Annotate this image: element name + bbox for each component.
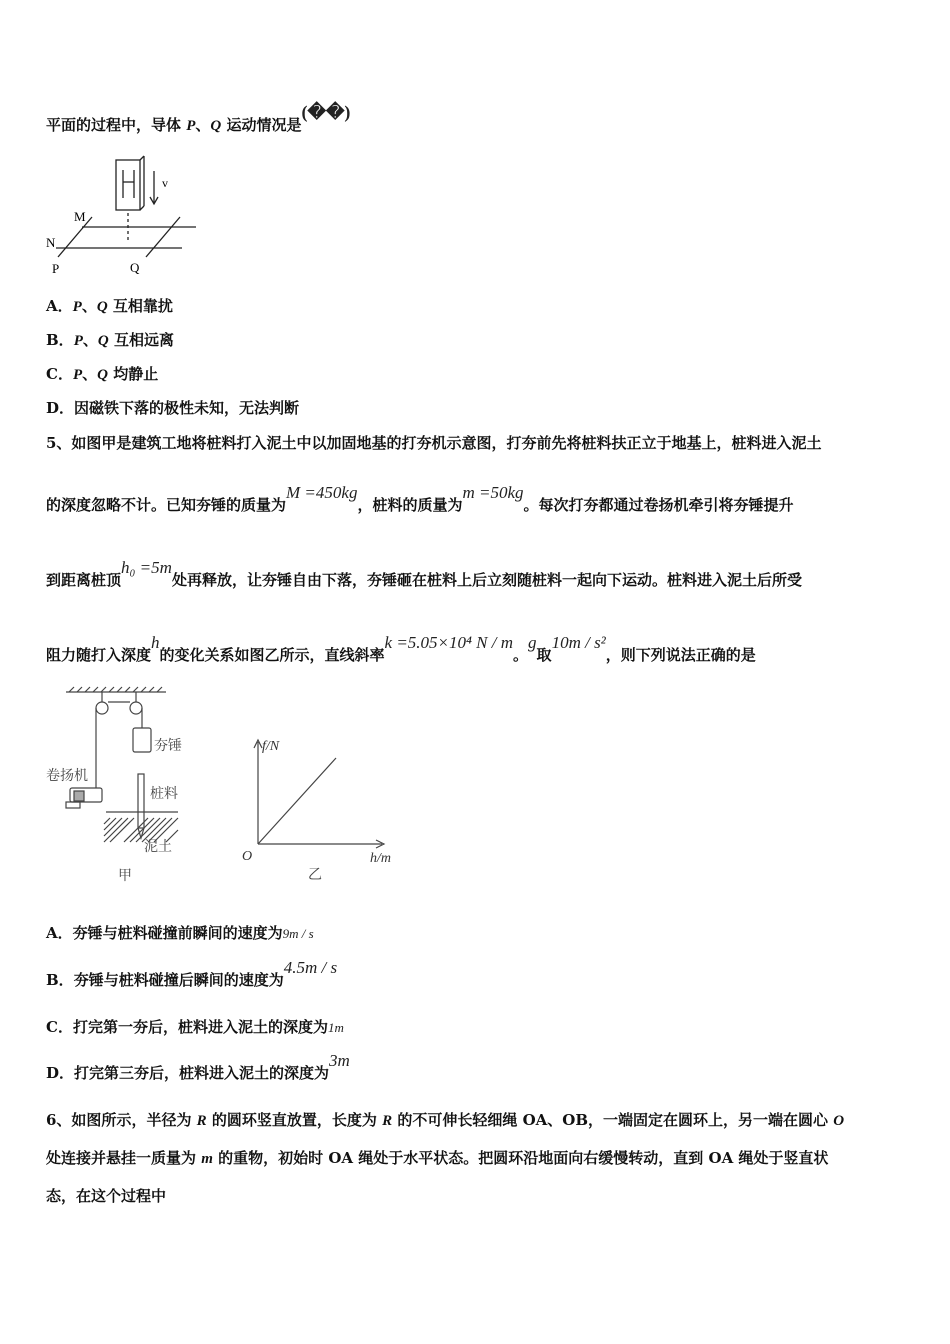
q5-figure-jia	[44, 688, 184, 888]
q6-line-1: 6、如图所示，半径为 R 的圆环竖直放置，长度为 R 的不可伸长轻细绳 OA、OB，一端固定在圆环上，另一端在圆心 O	[46, 1111, 845, 1129]
q4-figure	[44, 155, 204, 280]
label-hammer: 夯锤	[154, 739, 182, 754]
q4-option-b: B．P、Q 互相远离	[46, 331, 174, 349]
math-h: h	[151, 633, 160, 652]
q5-option-b: B．夯锤与桩料碰撞后瞬间的速度为4.5m / s	[46, 958, 338, 989]
label-p: P	[52, 261, 60, 276]
pulley-left	[96, 702, 108, 714]
q5-line-2: 的深度忽略不计。已知夯锤的质量为M =450kg，桩料的质量为m =50kg。每次打夯都通过卷扬机牵引将夯锤提升	[46, 483, 794, 514]
conductor-q	[146, 217, 180, 257]
pulley-right	[130, 702, 142, 714]
q5-line-3: 到距离桩顶h₀ =5m处再释放，让夯锤自由下落，夯锤砸在桩料上后立刻随桩料一起向下运动。桩料进入泥土后所受	[46, 558, 802, 589]
q4-answer-paren: (��)	[301, 102, 351, 122]
math-k: k =5.05×10⁴ N / m	[384, 633, 514, 652]
label-n: N	[46, 235, 56, 250]
magnet	[116, 160, 140, 210]
xlabel: h/m	[370, 851, 391, 866]
q6-line-2: 处连接并悬挂一质量为 m 的重物，初始时 OA 绳处于水平状态。把圆环沿地面向右缓慢转动，直到 OA 绳处于竖直状	[46, 1149, 829, 1167]
q4-var-p: P	[186, 118, 196, 134]
hammer	[133, 728, 151, 752]
pile	[138, 774, 144, 828]
q4-stem: 平面的过程中，导体 P、Q 运动情况是(��)	[46, 102, 351, 134]
q5-line-4: 阻力随打入深度h的变化关系如图乙所示，直线斜率k =5.05×10⁴ N / m。g取10m / s²，则下列说法正确的是	[46, 633, 756, 664]
label-v: v	[162, 176, 168, 190]
q5-line-1: 5、如图甲是建筑工地将桩料打入泥土中以加固地基的打夯机示意图，打夯前先将桩料扶正立于地基上，桩料进入泥土	[46, 434, 822, 452]
q4-option-a: A．P、Q 互相靠扰	[46, 297, 173, 315]
label-m: M	[74, 209, 86, 224]
series-line-f	[258, 758, 336, 844]
q4-option-d: D．因磁铁下落的极性未知，无法判断	[46, 399, 300, 417]
q5-figure-yi	[236, 734, 406, 884]
math-h0: h₀ =5m	[121, 558, 172, 577]
caption-yi: 乙	[308, 868, 322, 883]
math-m-pile: m =50kg	[462, 483, 524, 502]
q6-line-3: 态，在这个过程中	[46, 1187, 167, 1205]
math-m-hammer: M =450kg	[286, 483, 358, 502]
q5-option-a: A．夯锤与桩料碰撞前瞬间的速度为9m / s	[46, 924, 314, 942]
q4-var-q: Q	[210, 118, 222, 134]
ylabel: f/N	[262, 739, 280, 754]
math-g-value: 10m / s²	[551, 633, 606, 652]
label-q: Q	[130, 260, 140, 275]
q5-option-d: D．打完第三夯后，桩料进入泥土的深度为3m	[46, 1051, 350, 1082]
winch-base	[66, 802, 80, 808]
q5-option-c: C．打完第一夯后，桩料进入泥土的深度为1m	[46, 1018, 344, 1036]
label-soil: 泥土	[144, 840, 172, 855]
caption-jia: 甲	[118, 869, 132, 884]
q4-option-c: C．P、Q 均静止	[46, 365, 159, 383]
origin-label: O	[242, 849, 253, 864]
label-winch: 卷扬机	[46, 769, 88, 784]
label-pile: 桩料	[150, 787, 178, 802]
math-g: g	[528, 633, 537, 652]
